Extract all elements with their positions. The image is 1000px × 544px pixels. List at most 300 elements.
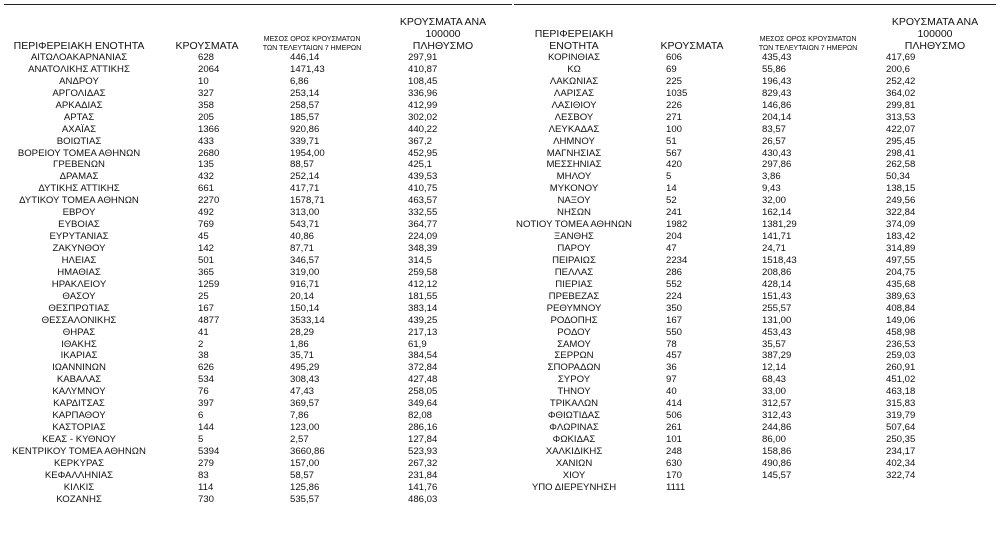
cell-region: ΚΟΡΙΝΘΙΑΣ	[547, 52, 601, 63]
cell-region: ΔΥΤΙΚΟΥ ΤΟΜΕΑ ΑΘΗΝΩΝ	[19, 195, 139, 207]
table-row	[514, 327, 996, 339]
cell-avg-7days: 253,14	[290, 87, 320, 99]
table-row	[514, 207, 996, 219]
table-row	[4, 482, 512, 494]
table-row	[514, 482, 996, 494]
cell-region: ΧΑΛΚΙΔΙΚΗΣ	[545, 445, 603, 457]
table-row	[514, 64, 996, 76]
table-row	[4, 422, 512, 434]
cell-avg-7days: 435,43	[762, 52, 792, 63]
cell-per-100k: 486,03	[408, 493, 438, 505]
table-row	[4, 434, 512, 446]
cell-cases: 25	[198, 290, 209, 302]
cell-per-100k: 384,54	[408, 350, 438, 362]
cell-per-100k: 425,1	[408, 159, 433, 171]
table-row	[514, 374, 996, 386]
cell-per-100k: 410,87	[408, 63, 438, 75]
cell-per-100k: 286,16	[408, 422, 438, 434]
cell-region: ΚΑΛΥΜΝΟΥ	[52, 386, 106, 398]
cell-avg-7days: 33,00	[762, 386, 787, 398]
cell-cases: 5	[666, 171, 672, 183]
table-row	[514, 410, 996, 422]
cell-avg-7days: 86,00	[762, 434, 787, 445]
cell-avg-7days: 87,71	[290, 243, 315, 254]
cell-region: ΠΙΕΡΙΑΣ	[555, 278, 593, 290]
cell-per-100k: 234,17	[886, 445, 916, 457]
cell-per-100k: 463,18	[886, 386, 916, 398]
cell-avg-7days: 196,43	[762, 75, 792, 87]
table-row	[4, 76, 512, 88]
cell-cases: 225	[666, 75, 683, 87]
header-avg-7days	[758, 35, 858, 52]
cell-cases: 10	[198, 75, 209, 87]
cell-per-100k: 452,95	[408, 147, 438, 159]
cell-cases: 38	[198, 350, 209, 362]
cell-cases: 433	[198, 135, 215, 147]
cell-per-100k: 523,93	[408, 445, 438, 457]
cell-per-100k: 497,55	[886, 254, 916, 266]
table-row	[4, 136, 512, 148]
table-row	[514, 112, 996, 124]
left-table	[4, 15, 512, 506]
cell-avg-7days: 308,43	[290, 374, 320, 386]
cell-region: ΤΡΙΚΑΛΩΝ	[549, 398, 599, 410]
cell-region: ΑΡΚΑΔΙΑΣ	[55, 99, 103, 111]
cell-region: ΑΝΑΤΟΛΙΚΗΣ ΑΤΤΙΚΗΣ	[28, 63, 130, 75]
table-row	[4, 470, 512, 482]
cell-per-100k: 412,12	[408, 278, 438, 290]
cell-cases: 248	[666, 445, 683, 457]
table-row	[4, 195, 512, 207]
cell-avg-7days: 24,71	[762, 243, 787, 254]
table-row	[4, 64, 512, 76]
cell-region: ΣΥΡΟΥ	[557, 374, 591, 386]
cell-per-100k: 412,99	[408, 99, 438, 111]
table-row	[4, 374, 512, 386]
cell-per-100k: 149,06	[886, 314, 916, 326]
cell-cases: 492	[198, 207, 215, 219]
cell-avg-7days: 131,00	[762, 314, 792, 326]
left-table-header	[4, 15, 512, 52]
header-per-line2: ΠΛΗΘΥΣΜΟ	[904, 39, 966, 52]
cell-region: ΛΕΣΒΟΥ	[554, 111, 594, 123]
right-table-body	[514, 52, 996, 494]
left-table-body	[4, 52, 512, 506]
cell-region: ΞΑΝΘΗΣ	[554, 231, 594, 243]
table-row	[514, 350, 996, 362]
cell-region: ΡΟΔΟΥ	[557, 326, 591, 338]
cell-cases: 506	[666, 410, 683, 422]
cell-cases: 630	[666, 457, 683, 469]
cell-cases: 135	[198, 159, 215, 171]
cell-region: ΚΩ	[567, 63, 581, 75]
table-row	[514, 279, 996, 291]
cell-cases: 261	[666, 422, 683, 434]
table-row	[514, 458, 996, 470]
cell-per-100k: 183,42	[886, 231, 916, 243]
cell-avg-7days: 829,43	[762, 87, 792, 99]
cell-per-100k: 231,84	[408, 469, 438, 481]
cell-per-100k: 322,74	[886, 469, 916, 481]
header-per-line1: ΚΡΟΥΣΜΑΤΑ ΑΝΑ 100000	[399, 15, 487, 40]
table-row	[514, 88, 996, 100]
cell-cases: 2680	[198, 147, 220, 159]
cell-avg-7days: 920,86	[290, 123, 320, 135]
cell-per-100k: 302,02	[408, 111, 438, 123]
cell-region: ΜΕΣΣΗΝΙΑΣ	[546, 159, 602, 171]
header-cases: ΚΡΟΥΣΜΑΤΑ	[660, 39, 724, 52]
cell-per-100k: 250,35	[886, 434, 916, 445]
cell-region: ΦΛΩΡΙΝΑΣ	[549, 422, 599, 434]
cell-avg-7days: 58,57	[290, 469, 315, 481]
cell-avg-7days: 1518,43	[762, 254, 797, 266]
cell-avg-7days: 369,57	[290, 398, 320, 410]
cell-avg-7days: 47,43	[290, 386, 315, 398]
table-row	[4, 207, 512, 219]
cell-per-100k: 402,34	[886, 457, 916, 469]
cell-avg-7days: 417,71	[290, 183, 320, 195]
cell-region: ΑΧΑΪΑΣ	[61, 123, 97, 135]
cell-cases: 100	[666, 123, 683, 135]
cell-cases: 327	[198, 87, 215, 99]
cell-cases: 567	[666, 147, 683, 159]
cell-region: ΕΥΡΥΤΑΝΙΑΣ	[49, 231, 109, 243]
table-row	[4, 219, 512, 231]
header-avg-line2: ΤΩΝ ΤΕΛΕΥΤΑΙΩΝ 7 ΗΜΕΡΩΝ	[758, 42, 858, 52]
cell-avg-7days: 255,57	[762, 302, 792, 314]
cell-cases: 1982	[666, 219, 688, 231]
cell-per-100k: 408,84	[886, 302, 916, 314]
cell-avg-7days: 162,14	[762, 207, 792, 219]
cell-region: ΚΕΝΤΡΙΚΟΥ ΤΟΜΕΑ ΑΘΗΝΩΝ	[12, 445, 146, 457]
cell-avg-7days: 146,86	[762, 99, 792, 111]
cell-per-100k: 383,14	[408, 302, 438, 314]
cell-per-100k: 451,02	[886, 374, 916, 386]
header-per-100k	[880, 16, 990, 52]
cell-region: ΑΙΤΩΛΟΑΚΑΡΝΑΝΙΑΣ	[30, 52, 128, 63]
cell-cases: 550	[666, 326, 683, 338]
cell-cases: 501	[198, 254, 215, 266]
cell-avg-7days: 28,29	[290, 326, 315, 338]
cell-region: ΛΗΜΝΟΥ	[553, 135, 595, 147]
table-row	[514, 159, 996, 171]
table-row	[514, 171, 996, 183]
cell-region: ΠΡΕΒΕΖΑΣ	[548, 290, 600, 302]
cell-region: ΕΒΡΟΥ	[62, 207, 96, 219]
cell-cases: 1366	[198, 123, 220, 135]
cell-avg-7days: 535,57	[290, 493, 320, 505]
table-row	[4, 315, 512, 327]
cell-per-100k: 463,57	[408, 195, 438, 207]
table-row	[514, 470, 996, 482]
cell-cases: 205	[198, 111, 215, 123]
cell-cases: 2234	[666, 254, 688, 266]
cell-per-100k: 141,76	[408, 481, 438, 493]
cell-avg-7days: 141,71	[762, 231, 792, 243]
cell-region: ΝΗΣΩΝ	[557, 207, 591, 219]
cell-per-100k: 348,39	[408, 243, 438, 254]
table-row	[4, 327, 512, 339]
cell-cases: 534	[198, 374, 215, 386]
cell-per-100k: 417,69	[886, 52, 916, 63]
cell-avg-7days: 145,57	[762, 469, 792, 481]
cell-avg-7days: 9,43	[762, 183, 781, 195]
cell-region: ΒΟΡΕΙΟΥ ΤΟΜΕΑ ΑΘΗΝΩΝ	[17, 147, 141, 159]
cell-cases: 14	[666, 183, 677, 195]
table-row	[514, 303, 996, 315]
cell-per-100k: 200,6	[886, 63, 911, 75]
cell-avg-7days: 346,57	[290, 254, 320, 266]
cell-per-100k: 138,15	[886, 183, 916, 195]
table-row	[514, 195, 996, 207]
cell-cases: 626	[198, 362, 215, 374]
cell-avg-7days: 3533,14	[290, 314, 325, 326]
cell-region: ΚΑΣΤΟΡΙΑΣ	[52, 422, 106, 434]
cell-per-100k: 50,34	[886, 171, 911, 183]
cell-per-100k: 259,58	[408, 266, 438, 278]
cell-per-100k: 322,84	[886, 207, 916, 219]
cell-region: ΡΕΘΥΜΝΟΥ	[546, 302, 602, 314]
cell-cases: 432	[198, 171, 215, 183]
cell-cases: 226	[666, 99, 683, 111]
cell-avg-7days: 428,14	[762, 278, 792, 290]
cell-per-100k: 298,41	[886, 147, 916, 159]
cell-cases: 69	[666, 63, 677, 75]
cell-region: ΘΗΡΑΣ	[62, 326, 96, 338]
cell-avg-7days: 208,86	[762, 266, 792, 278]
table-row	[4, 291, 512, 303]
cell-region: ΝΑΞΟΥ	[557, 195, 591, 207]
table-row	[514, 291, 996, 303]
table-row	[4, 410, 512, 422]
cell-per-100k: 295,45	[886, 135, 916, 147]
cell-avg-7days: 1954,00	[290, 147, 325, 159]
table-row	[4, 339, 512, 351]
cell-cases: 358	[198, 99, 215, 111]
cell-avg-7days: 387,29	[762, 350, 792, 362]
cell-region: ΗΡΑΚΛΕΙΟΥ	[51, 278, 107, 290]
cell-region: ΘΕΣΠΡΩΤΙΑΣ	[48, 302, 110, 314]
cell-cases: 397	[198, 398, 215, 410]
table-row	[514, 362, 996, 374]
cell-cases: 4877	[198, 314, 220, 326]
table-row	[4, 267, 512, 279]
cell-cases: 241	[666, 207, 683, 219]
cell-region: ΠΕΙΡΑΙΩΣ	[552, 254, 596, 266]
cell-avg-7days: 151,43	[762, 290, 792, 302]
cell-per-100k: 349,64	[408, 398, 438, 410]
table-row	[514, 100, 996, 112]
cell-region: ΗΛΕΙΑΣ	[61, 254, 97, 266]
cell-avg-7days: 20,14	[290, 290, 315, 302]
cell-avg-7days: 125,86	[290, 481, 320, 493]
table-row	[514, 315, 996, 327]
top-rule-left	[4, 4, 512, 5]
header-per-line2: ΠΛΗΘΥΣΜΟ	[412, 39, 474, 52]
cell-per-100k: 372,84	[408, 362, 438, 374]
table-row	[514, 52, 996, 64]
cell-avg-7days: 3660,86	[290, 445, 325, 457]
cell-avg-7days: 204,14	[762, 111, 792, 123]
top-rule-right	[514, 4, 996, 5]
cell-region: ΥΠΟ ΔΙΕΡΕΥΝΗΣΗ	[531, 481, 617, 493]
header-avg-line1: ΜΕΣΟΣ ΟΡΟΣ ΚΡΟΥΣΜΑΤΩΝ	[263, 34, 361, 44]
cell-avg-7days: 185,57	[290, 111, 320, 123]
cell-region: ΡΟΔΟΠΗΣ	[550, 314, 598, 326]
table-row	[514, 434, 996, 446]
cell-cases: 552	[666, 278, 683, 290]
cell-cases: 730	[198, 493, 215, 505]
cell-region: ΕΥΒΟΙΑΣ	[58, 219, 100, 231]
right-table	[514, 15, 996, 494]
cell-per-100k: 204,75	[886, 266, 916, 278]
cell-region: ΧΙΟΥ	[562, 469, 586, 481]
cell-avg-7days: 26,57	[762, 135, 787, 147]
cell-region: ΑΝΔΡΟΥ	[59, 75, 99, 87]
cell-region: ΠΕΛΛΑΣ	[554, 266, 594, 278]
cell-cases: 279	[198, 457, 215, 469]
cell-region: ΧΑΝΙΩΝ	[555, 457, 593, 469]
right-table-header	[514, 15, 996, 52]
cell-avg-7days: 88,57	[290, 159, 315, 171]
table-row	[514, 76, 996, 88]
cell-region: ΚΟΖΑΝΗΣ	[56, 493, 102, 505]
table-row	[4, 446, 512, 458]
cell-per-100k: 367,2	[408, 135, 433, 147]
cell-cases: 47	[666, 243, 677, 254]
cell-per-100k: 319,79	[886, 410, 916, 422]
cell-region: ΚΕΦΑΛΛΗΝΙΑΣ	[44, 469, 114, 481]
cell-cases: 167	[198, 302, 215, 314]
cell-cases: 1111	[666, 481, 686, 493]
cell-avg-7days: 157,00	[290, 457, 320, 469]
cell-avg-7days: 490,86	[762, 457, 792, 469]
cell-avg-7days: 68,43	[762, 374, 787, 386]
cell-per-100k: 262,58	[886, 159, 916, 171]
cell-avg-7days: 916,71	[290, 278, 320, 290]
cell-region: ΤΗΝΟΥ	[557, 386, 591, 398]
cell-per-100k: 410,75	[408, 183, 438, 195]
cell-per-100k: 435,68	[886, 278, 916, 290]
table-row	[514, 243, 996, 255]
cell-cases: 40	[666, 386, 677, 398]
cell-per-100k: 332,55	[408, 207, 438, 219]
cell-avg-7days: 2,57	[290, 434, 309, 445]
cell-avg-7days: 446,14	[290, 52, 320, 63]
cell-region: ΚΙΛΚΙΣ	[63, 481, 95, 493]
cell-cases: 167	[666, 314, 683, 326]
cell-avg-7days: 32,00	[762, 195, 787, 207]
table-row	[4, 159, 512, 171]
cell-region: ΗΜΑΘΙΑΣ	[57, 266, 101, 278]
cell-cases: 52	[666, 195, 677, 207]
table-row	[4, 88, 512, 100]
cell-cases: 170	[666, 469, 683, 481]
table-row	[4, 255, 512, 267]
table-row	[4, 494, 512, 506]
table-row	[514, 183, 996, 195]
cell-cases: 414	[666, 398, 683, 410]
cell-cases: 2064	[198, 63, 220, 75]
table-row	[4, 386, 512, 398]
cell-avg-7days: 123,00	[290, 422, 320, 434]
cell-cases: 41	[198, 326, 209, 338]
cell-avg-7days: 244,86	[762, 422, 792, 434]
cell-cases: 1035	[666, 87, 688, 99]
cell-avg-7days: 158,86	[762, 445, 792, 457]
cell-per-100k: 108,45	[408, 75, 438, 87]
cell-region: ΛΑΚΩΝΙΑΣ	[549, 75, 599, 87]
cell-per-100k: 314,89	[886, 243, 916, 254]
cell-region: ΚΑΒΑΛΑΣ	[56, 374, 102, 386]
cell-cases: 1259	[198, 278, 220, 290]
cell-cases: 628	[198, 52, 215, 63]
cell-region: ΦΩΚΙΔΑΣ	[552, 434, 596, 445]
cell-cases: 365	[198, 266, 215, 278]
cell-region: ΙΚΑΡΙΑΣ	[60, 350, 98, 362]
cell-region: ΙΘΑΚΗΣ	[61, 338, 97, 350]
cell-region: ΝΟΤΙΟΥ ΤΟΜΕΑ ΑΘΗΝΩΝ	[516, 219, 632, 231]
cell-avg-7days: 543,71	[290, 219, 320, 231]
cell-per-100k: 314,5	[408, 254, 433, 266]
cell-cases: 76	[198, 386, 209, 398]
cell-per-100k: 258,05	[408, 386, 438, 398]
cell-cases: 457	[666, 350, 683, 362]
cell-per-100k: 439,25	[408, 314, 438, 326]
cell-avg-7days: 6,86	[290, 75, 309, 87]
table-row	[4, 279, 512, 291]
cell-per-100k: 260,91	[886, 362, 916, 374]
cell-avg-7days: 3,86	[762, 171, 781, 183]
cell-region: ΛΕΥΚΑΔΑΣ	[548, 123, 600, 135]
cell-per-100k: 364,77	[408, 219, 438, 231]
header-avg-line2: ΤΩΝ ΤΕΛΕΥΤΑΙΩΝ 7 ΗΜΕΡΩΝ	[262, 42, 362, 52]
header-per-line1: ΚΡΟΥΣΜΑΤΑ ΑΝΑ 100000	[891, 15, 979, 40]
cell-cases: 606	[666, 52, 683, 63]
cell-region: ΛΑΣΙΘΙΟΥ	[551, 99, 597, 111]
cell-per-100k: 422,07	[886, 123, 916, 135]
table-row	[4, 100, 512, 112]
cell-region: ΔΥΤΙΚΗΣ ΑΤΤΙΚΗΣ	[38, 183, 120, 195]
table-row	[514, 136, 996, 148]
cell-avg-7days: 40,86	[290, 231, 315, 243]
cell-region: ΘΑΣΟΥ	[62, 290, 96, 302]
cell-per-100k: 61,9	[408, 338, 427, 350]
table-row	[4, 112, 512, 124]
cell-region: ΔΡΑΜΑΣ	[59, 171, 99, 183]
cell-avg-7days: 35,71	[290, 350, 315, 362]
cell-per-100k: 389,63	[886, 290, 916, 302]
cell-per-100k: 236,53	[886, 338, 916, 350]
cell-avg-7days: 312,43	[762, 410, 792, 422]
cell-cases: 5394	[198, 445, 220, 457]
table-row	[514, 386, 996, 398]
cell-per-100k: 259,03	[886, 350, 916, 362]
header-region: ΠΕΡΙΦΕΡΕΙΑΚΗ ΕΝΟΤΗΤΑ	[13, 39, 145, 52]
cell-region: ΖΑΚΥΝΘΟΥ	[52, 243, 106, 254]
cell-cases: 2	[198, 338, 204, 350]
cell-cases: 97	[666, 374, 677, 386]
cell-per-100k: 507,64	[886, 422, 916, 434]
cell-avg-7days: 319,00	[290, 266, 320, 278]
cell-region: ΜΑΓΝΗΣΙΑΣ	[546, 147, 602, 159]
table-row	[4, 124, 512, 136]
cell-avg-7days: 83,57	[762, 123, 787, 135]
cell-per-100k: 364,02	[886, 87, 916, 99]
cell-per-100k: 313,53	[886, 111, 916, 123]
cell-avg-7days: 55,86	[762, 63, 787, 75]
cell-cases: 420	[666, 159, 683, 171]
